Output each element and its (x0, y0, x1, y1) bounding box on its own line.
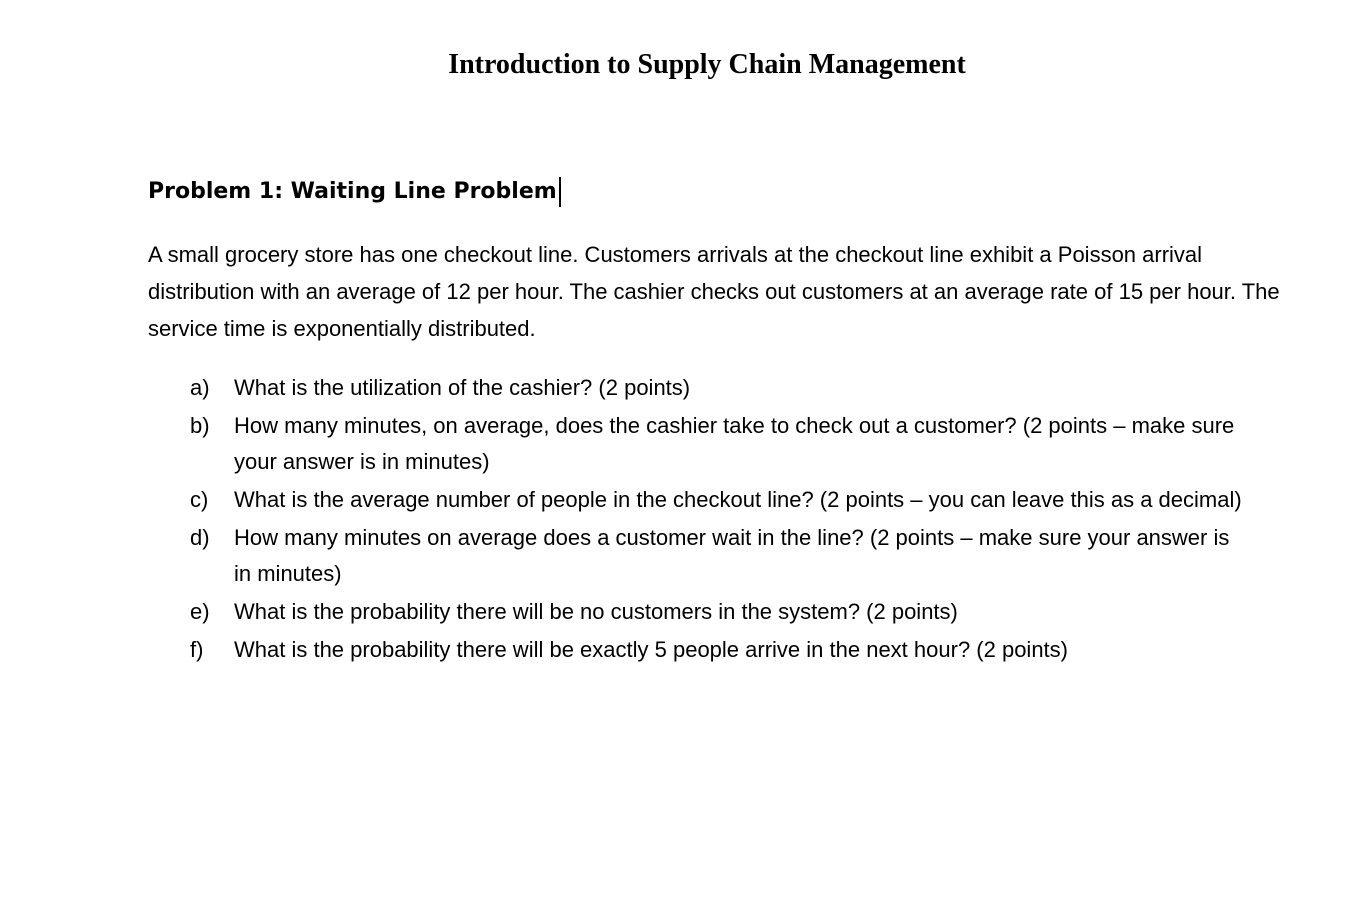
question-text: What is the probability there will be exactly 5 people arrive in the next hour? (2 points) (234, 637, 1068, 662)
question-item-a (148, 370, 1248, 406)
question-item-d (148, 520, 1248, 592)
question-item-c (148, 482, 1248, 518)
question-item-e (148, 594, 1248, 630)
question-item-f (148, 632, 1248, 668)
question-marker: e) (190, 599, 210, 624)
question-marker: c) (190, 487, 209, 512)
problem-heading-text: Problem 1: Waiting Line Problem (148, 179, 557, 204)
problem-description: A small grocery store has one checkout line. Customers arrivals at the checkout line exhibit a Poisson arrival distribution with an average of 12 per hour. The cashier checks out customers at an average rate of 15 per hour. The service time is exponentially distributed. (148, 242, 1280, 341)
question-text: How many minutes, on average, does the cashier take to check out a customer? (2 points – make sure your answer is in minutes) (234, 413, 1235, 474)
problem-heading[interactable] (148, 176, 561, 208)
question-text: How many minutes on average does a customer wait in the line? (2 points – make sure your answer is in minutes) (234, 525, 1230, 586)
question-marker: b) (190, 413, 210, 438)
document-title: Introduction to Supply Chain Management (448, 49, 966, 80)
question-marker: d) (190, 525, 210, 550)
question-text: What is the average number of people in the checkout line? (2 points – you can leave this as a decimal) (234, 487, 1242, 512)
question-text: What is the probability there will be no customers in the system? (2 points) (234, 599, 958, 624)
question-marker: f) (190, 637, 204, 662)
question-marker: a) (190, 375, 210, 400)
question-text: What is the utilization of the cashier? (2 points) (234, 375, 691, 400)
question-item-b (148, 408, 1248, 480)
question-list (148, 370, 1248, 670)
text-cursor (559, 177, 561, 207)
